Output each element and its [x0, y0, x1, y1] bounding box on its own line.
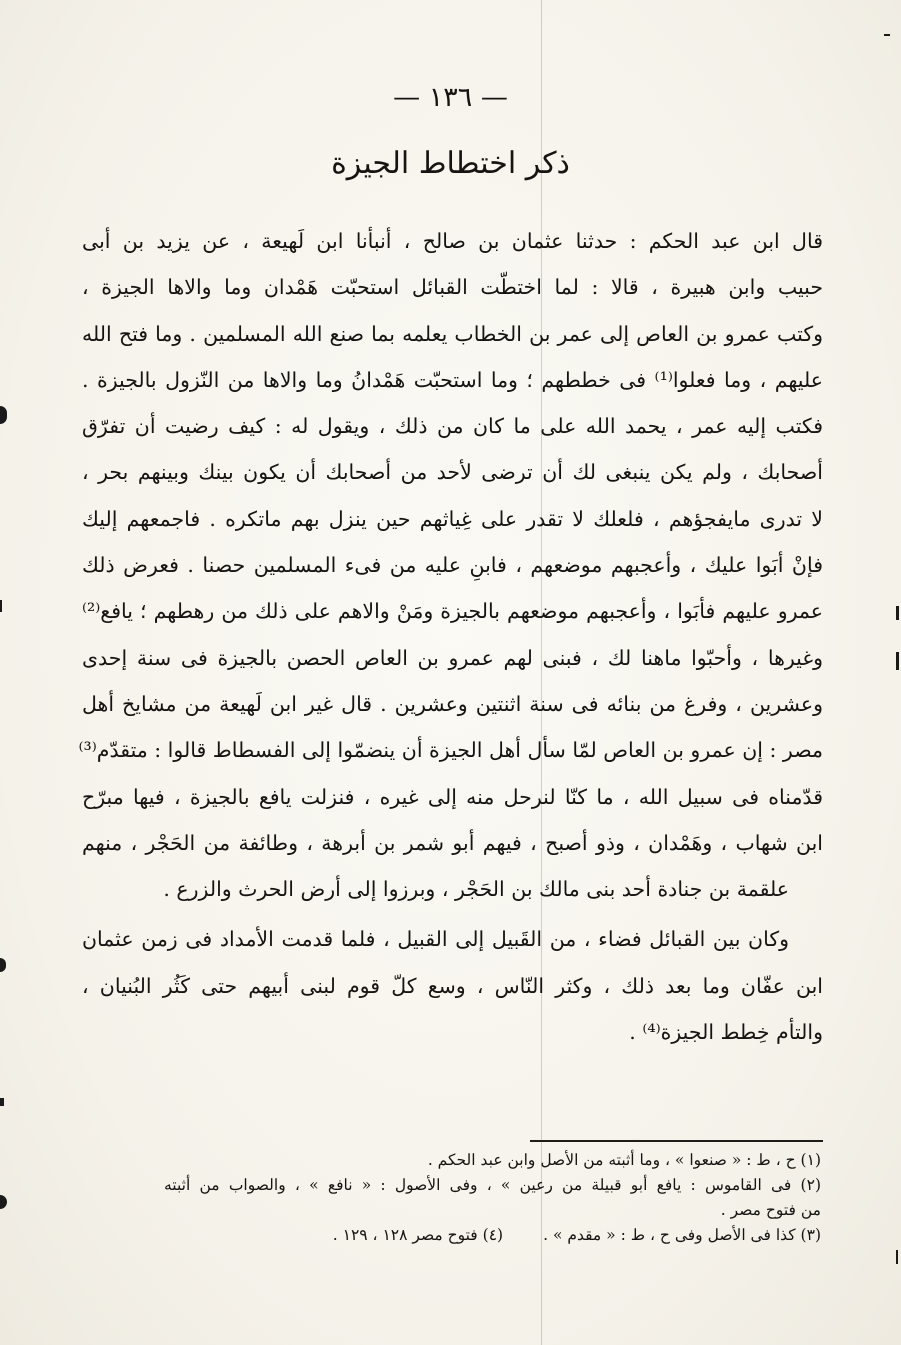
text-line: وكتب عمرو بن العاص إلى عمر بن الخطاب يعلمه بما صنع الله المسلمين . وما فتح الله — [82, 321, 823, 346]
footnote-2: (٢) فى القاموس : يافع أبو قبيلة من رعين » ، وفى الأصول : « نافع » ، والصواب من أثبته — [164, 1176, 821, 1194]
scan-edge-mark — [0, 1098, 4, 1106]
text-line: عليهم ، وما فعلوا⁽¹⁾ فى خططهم ؛ وما استحبّت هَمْدانُ وما والاها من النّزول بالجيزة . — [82, 367, 823, 392]
text-line: وكان بين القبائل فضاء ، من القَبيل إلى القبيل ، فلما قدمت الأمداد فى زمن عثمان — [82, 927, 789, 952]
chapter-title: ذكر اختطاط الجيزة — [331, 146, 570, 181]
text-line: علقمة بن جنادة أحد بنى مالك بن الحَجْر ، وبرزوا إلى أرض الحرث والزرع . — [163, 877, 789, 902]
scan-edge-mark — [0, 1195, 7, 1209]
footnote-separator — [530, 1140, 823, 1142]
scan-edge-mark — [884, 34, 890, 36]
text-line: فكتب إليه عمر ، يحمد الله على ما كان من ذلك ، ويقول له : كيف رضيت أن تفرّق — [82, 414, 823, 439]
footnote-3: (٣) كذا فى الأصل وفى ح ، ط : « مقدم » . — [543, 1226, 821, 1244]
scan-edge-mark — [0, 600, 2, 612]
scan-edge-mark — [0, 958, 6, 972]
body-text — [78, 218, 823, 1055]
text-line: قدّمناه فى سبيل الله ، ما كنّا لنرحل منه إلى غيره ، فنزلت يافع بالجيزة ، فيها مبرّح — [82, 784, 823, 809]
footnote-1: (١) ح ، ط : « صنعوا » ، وما أثبته من الأصل وابن عبد الحكم . — [427, 1151, 821, 1169]
footnote-4: (٤) فتوح مصر ١٢٨ ، ١٢٩ . — [332, 1226, 504, 1244]
scan-edge-mark — [0, 406, 7, 424]
page-number: — ١٣٦ — — [393, 82, 508, 113]
scan-edge-mark — [896, 652, 899, 670]
text-line: عمرو عليهم فأبَوا ، وأعجبهم موضعهم بالجيزة ومَنْ والاهم على ذلك من رهطهم ؛ يافع⁽²⁾ — [82, 599, 823, 624]
text-line: فإنْ أبَوا عليك ، وأعجبهم موضعهم ، فابنِ عليه من فىء المسلمين حصنا . فعرض ذلك — [82, 553, 823, 578]
text-line: قال ابن عبد الحكم : حدثنا عثمان بن صالح ، أنبأنا ابن لَهيعة ، عن يزيد بن أبى — [82, 229, 823, 253]
text-line: مصر : إن عمرو بن العاص لمّا سأل أهل الجيزة أن ينضمّوا إلى الفسطاط قالوا : متقدّم⁽³⁾ — [78, 738, 823, 763]
text-line: وعشرين ، وفرغ من بنائه فى سنة اثنتين وعشرين . قال غير ابن لَهيعة من مشايخ أهل — [82, 691, 823, 716]
text-line: ابن شهاب ، وهَمْدان ، وذو أصبح ، فيهم أبو شمر بن أبرهة ، وطائفة من الحَجْر ، منهم — [82, 830, 823, 855]
footnote-2-continued: من فتوح مصر . — [720, 1201, 821, 1219]
text-line: ابن عفّان وما بعد ذلك ، وكثر النّاس ، وسع كلّ قوم لبنى أبيهم حتى كَثُر البُنيان ، — [82, 973, 823, 998]
text-line: حبيب وابن هبيرة ، قالا : لما اختطّت القبائل استحبّت هَمْدان وما والاها الجيزة ، — [82, 275, 823, 300]
scan-edge-mark — [896, 1250, 898, 1264]
text-line: والتأم خِطط الجيزة⁽⁴⁾ . — [629, 1020, 823, 1045]
text-line: وغيرها ، وأحبّوا ماهنا لك ، فبنى لهم عمرو بن العاص الحصن بالجيزة فى سنة إحدى — [82, 645, 823, 670]
text-line: لا تدرى مايفجؤهم ، فلعلك لا تقدر على غِياثهم حين ينزل بهم ماتكره . فاجمعهم إليك — [82, 506, 823, 531]
footnotes — [164, 1148, 821, 1248]
footnote-row-3-4 — [164, 1223, 821, 1248]
scan-edge-mark — [896, 606, 899, 620]
text-line: أصحابك ، ولم يكن ينبغى لك أن ترضى لأحد من أصحابك أن يكون بينك وبينهم بحر ، — [82, 460, 823, 485]
